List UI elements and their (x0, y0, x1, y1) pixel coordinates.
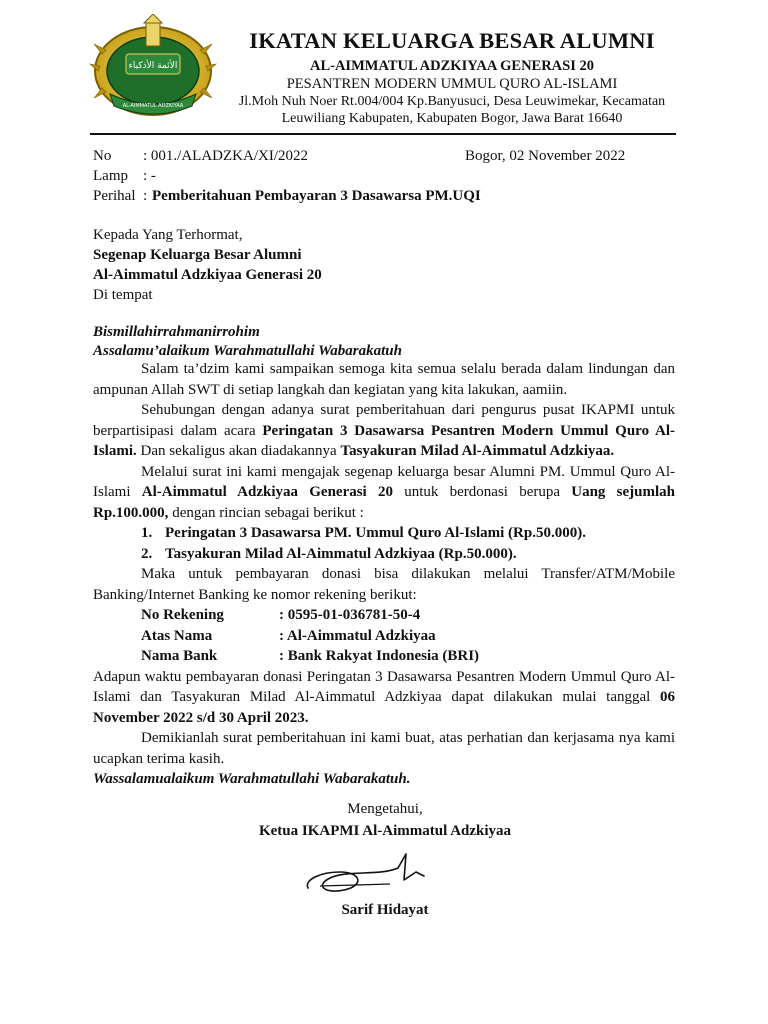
basmalah: Bismillahirrahmanirrohim (93, 324, 260, 340)
signatory-name: Sarif Hidayat (341, 902, 429, 918)
letterhead-institution: PESANTREN MODERN UMMUL QURO AL-ISLAMI (286, 75, 618, 92)
letterhead-subtitle: AL-AIMMATUL ADZKIYAA GENERASI 20 (309, 57, 594, 74)
paragraph-1: Salam ta’dzim kami sampaikan semoga kita semua selalu berada dalam lindungan dan ampunan Allah SWT di setiap langkah dan kegiatan yang kita lakukan, aamiin. (93, 361, 675, 398)
recipient-line-2: Segenap Keluarga Besar Alumni (93, 247, 302, 263)
logo-banner-text: الأئمة الأذكياء (128, 61, 178, 71)
paragraph-6: Demikianlah surat pemberitahuan ini kami buat, atas perhatian dan kerjasama nya kami ucapkan terima kasih. (93, 730, 675, 767)
paragraph-2: Sehubungan dengan adanya surat pemberitahuan dari pengurus pusat IKAPMI untuk berpartisipasi dalam acara Peringatan 3 Dasawarsa Pesantren Modern Ummul Quro Al-Islami. Dan sekaligus akan diadakannya Tasyakuran Milad Al-Aimmatul Adzkiyaa. (93, 402, 675, 459)
logo-ribbon-text: AL-AIMMATUL ADZKIYAA (122, 103, 184, 109)
letterhead-address-2: Leuwiliang Kabupaten, Kabupaten Bogor, Jawa Barat 16640 (281, 111, 623, 127)
recipient-line-1: Kepada Yang Terhormat, (93, 227, 243, 243)
letterhead-title: IKATAN KELUARGA BESAR ALUMNI (249, 28, 655, 53)
meta-perihal-value: Pemberitahuan Pembayaran 3 Dasawarsa PM.UQI (152, 188, 481, 204)
meta-no-label: No (93, 148, 112, 164)
list-item: 2. Tasyakuran Milad Al-Aimmatul Adzkiyaa (Rp.50.000). (141, 545, 517, 562)
letter-date: Bogor, 02 November 2022 (465, 148, 626, 164)
signature-known: Mengetahui, (347, 801, 423, 817)
meta-perihal-label: Perihal (93, 188, 136, 204)
paragraph-3: Melalui surat ini kami mengajak segenap keluarga besar Alumni PM. Ummul Quro Al-Islami Al-Aimmatul Adzkiyaa Generasi 20 untuk berdonasi berupa Uang sejumlah Rp.100.000, dengan rincian sebagai berikut : (93, 463, 676, 521)
bank-account-table (141, 605, 479, 667)
paragraph-4: Maka untuk pembayaran donasi bisa dilakukan melalui Transfer/ATM/Mobile Banking/Internet Banking ke nomor rekening berikut: (93, 566, 675, 603)
list-item: 1. Peringatan 3 Dasawarsa PM. Ummul Quro Al-Islami (Rp.50.000). (141, 525, 586, 541)
closing-salam: Wassalamualaikum Warahmatullahi Wabarakatuh. (93, 771, 411, 787)
meta-perihal-colon: : (143, 188, 148, 204)
letterhead (222, 28, 682, 128)
letterhead-address-1: Jl.Moh Nuh Noer Rt.004/004 Kp.Banyusuci, Desa Leuwimekar, Kecamatan (238, 93, 666, 109)
handwritten-signature (300, 850, 430, 900)
letterhead-divider (90, 133, 676, 135)
signature-position: Ketua IKAPMI Al-Aimmatul Adzkiyaa (258, 823, 512, 839)
recipient-line-4: Di tempat (93, 287, 153, 303)
letter-body (93, 359, 675, 790)
table-row: Atas Nama : Al-Aimmatul Adzkiyaa (141, 627, 436, 644)
table-row: No Rekening : 0595-01-036781-50-4 (141, 607, 421, 623)
paragraph-5: Adapun waktu pembayaran donasi Peringatan 3 Dasawarsa Pesantren Modern Ummul Quro Al-Islami dan Tasyakuran Milad Al-Aimmatul Adzkiyaa dapat dilakukan mulai tanggal 06 November 2022 s/d 30 April 2023. (93, 668, 675, 726)
meta-lamp-value: : - (143, 168, 156, 184)
alumni-logo (88, 14, 218, 124)
meta-lamp-label: Lamp (93, 168, 128, 184)
table-row: Nama Bank : Bank Rakyat Indonesia (BRI) (141, 648, 480, 664)
donation-list (93, 523, 675, 564)
opening-salam: Assalamu’alaikum Warahmatullahi Wabarakatuh (93, 343, 402, 359)
meta-no-value: : 001./ALADZKA/XI/2022 (143, 148, 308, 164)
recipient-line-3: Al-Aimmatul Adzkiyaa Generasi 20 (93, 267, 322, 283)
